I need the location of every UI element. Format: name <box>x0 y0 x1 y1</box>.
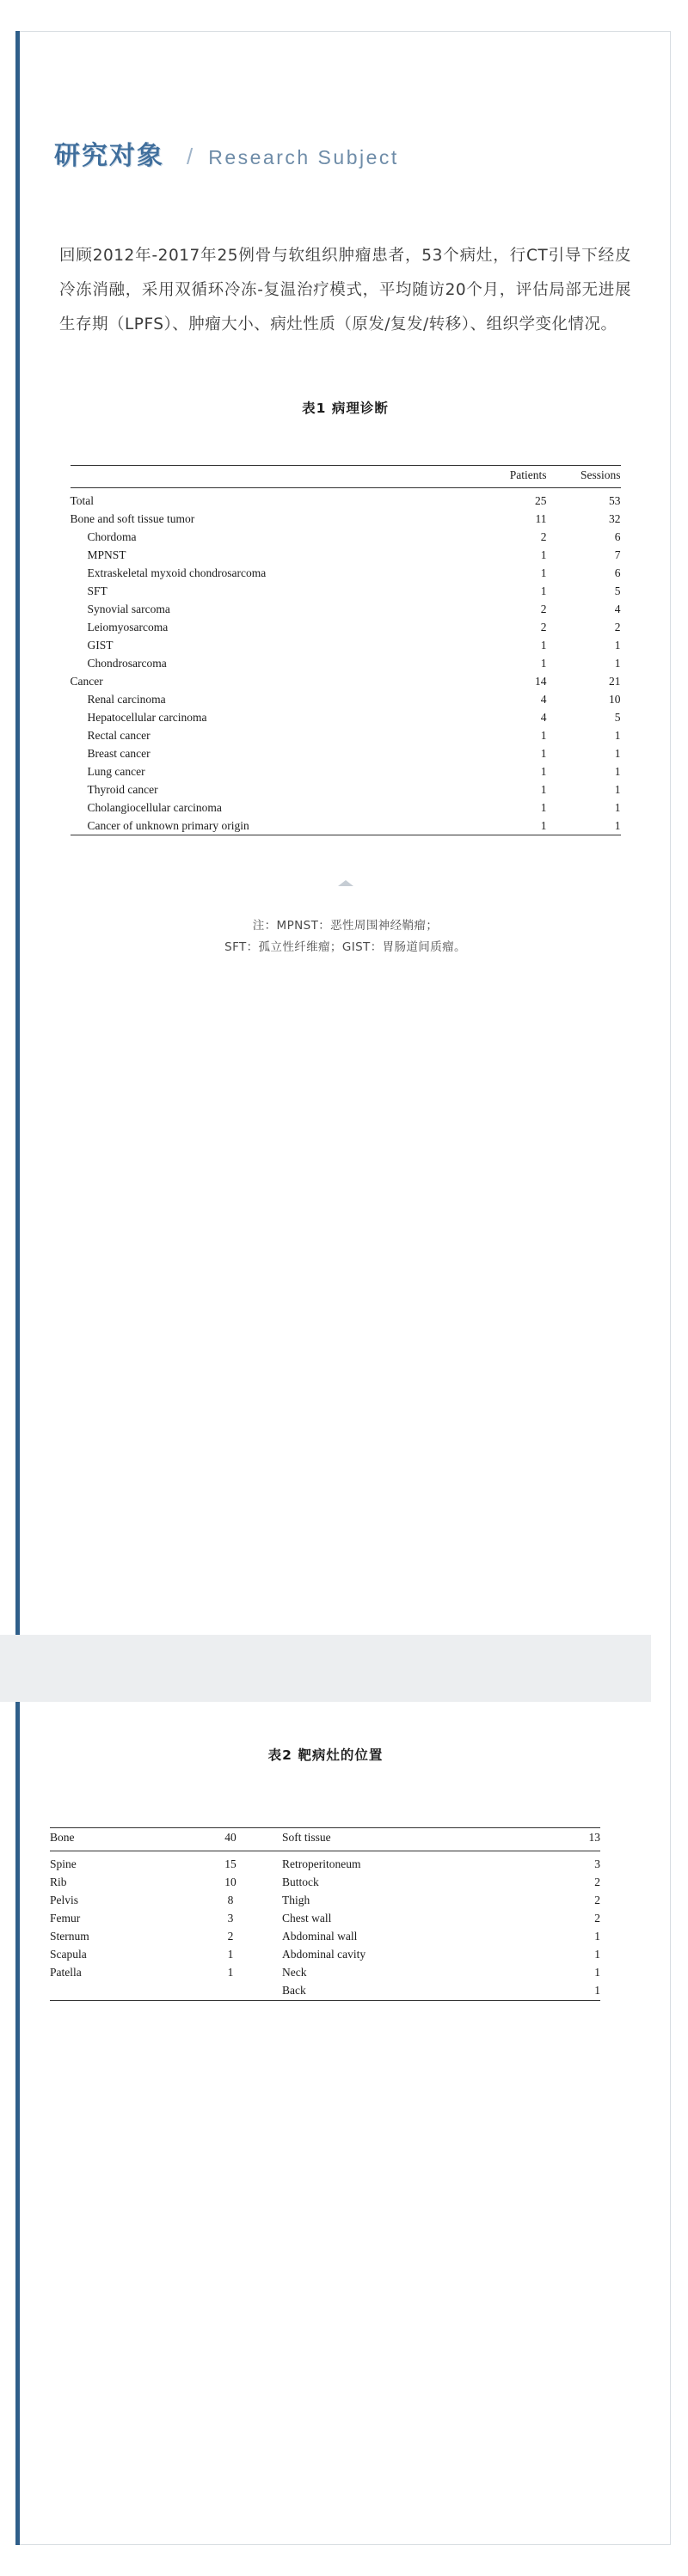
table-row <box>71 487 621 510</box>
table2-wrapper <box>50 1827 600 2001</box>
row-label: Hepatocellular carcinoma <box>87 710 207 724</box>
row-label: Breast cancer <box>87 746 150 760</box>
table-row <box>71 564 621 582</box>
row-sessions: 2 <box>614 620 621 633</box>
table1-col-label <box>71 466 473 488</box>
table2-header-row <box>50 1828 600 1851</box>
table1-body <box>71 487 621 835</box>
table1-wrapper <box>71 465 621 835</box>
row-label: Chordoma <box>87 529 137 543</box>
row-soft-site: Buttock <box>282 1875 319 1888</box>
section-header <box>20 31 671 172</box>
row-bone-site: Patella <box>50 1966 82 1979</box>
table2-col-soft-tissue: Soft tissue <box>282 1831 331 1844</box>
table1-note-line1: 注：MPNST：恶性周围神经鞘瘤； <box>252 919 439 933</box>
row-patients: 1 <box>540 782 547 796</box>
row-label: SFT <box>87 584 108 597</box>
table-row <box>71 798 621 817</box>
table1-header-row <box>71 466 621 488</box>
table-row <box>50 1851 600 1874</box>
table-row <box>50 1892 600 1910</box>
row-soft-site: Chest wall <box>282 1912 332 1924</box>
row-bone-count: 1 <box>227 1966 234 1979</box>
row-label: Thyroid cancer <box>87 782 158 796</box>
table-row <box>50 1964 600 1982</box>
table1-head <box>71 466 621 488</box>
table1-note <box>71 915 621 958</box>
row-patients: 1 <box>540 818 547 832</box>
triangle-ornament-icon <box>338 880 353 886</box>
row-bone-count: 1 <box>227 1948 234 1961</box>
row-patients: 25 <box>535 493 547 507</box>
row-label: Total <box>70 493 95 507</box>
row-label: Cancer of unknown primary origin <box>87 818 249 832</box>
row-sessions: 1 <box>614 656 621 670</box>
table2-title: 表2 靶病灶的位置 <box>267 1747 384 1763</box>
row-bone-site: Scapula <box>50 1948 87 1961</box>
row-patients: 11 <box>535 511 547 525</box>
table-row <box>71 582 621 600</box>
section-title-cn: 研究对象 <box>54 141 164 171</box>
row-sessions: 21 <box>609 674 621 688</box>
table-row <box>50 1874 600 1892</box>
row-patients: 1 <box>540 764 547 778</box>
row-patients: 1 <box>540 656 547 670</box>
row-label: Synovial sarcoma <box>87 602 170 615</box>
table-row <box>71 600 621 618</box>
row-soft-count: 3 <box>594 1857 600 1870</box>
row-sessions: 6 <box>614 529 621 543</box>
row-patients: 1 <box>540 584 547 597</box>
table1-note-line2: SFT：孤立性纤维瘤；GIST：胃肠道间质瘤。 <box>224 940 466 955</box>
row-sessions: 5 <box>614 710 621 724</box>
table2-col-bone-count: 40 <box>224 1831 236 1844</box>
table-row <box>71 510 621 528</box>
row-sessions: 1 <box>614 638 621 652</box>
row-label: GIST <box>87 638 114 652</box>
row-label: Renal carcinoma <box>87 692 166 706</box>
table-row <box>71 690 621 708</box>
row-sessions: 1 <box>614 728 621 742</box>
row-bone-count: 8 <box>227 1894 234 1906</box>
row-patients: 1 <box>540 800 547 814</box>
row-label: Cancer <box>70 674 103 688</box>
row-sessions: 53 <box>609 493 621 507</box>
page-content <box>20 31 671 2545</box>
row-label: Chondrosarcoma <box>87 656 167 670</box>
row-soft-count: 2 <box>594 1875 600 1888</box>
row-bone-count: 10 <box>224 1875 236 1888</box>
row-soft-count: 2 <box>594 1894 600 1906</box>
table-row <box>71 780 621 798</box>
row-soft-count: 1 <box>594 1930 600 1943</box>
row-patients: 1 <box>540 548 547 561</box>
row-bone-site <box>50 1982 179 2001</box>
row-patients: 1 <box>540 638 547 652</box>
table1-title: 表1 病理诊断 <box>302 401 389 417</box>
row-sessions: 1 <box>614 782 621 796</box>
section-title-en: Research Subject <box>208 146 399 168</box>
grey-divider-band <box>0 1635 651 1702</box>
row-soft-site: Neck <box>282 1966 307 1979</box>
row-sessions: 1 <box>614 764 621 778</box>
row-patients: 4 <box>540 710 547 724</box>
row-label: Cholangiocellular carcinoma <box>87 800 222 814</box>
row-bone-count: 3 <box>227 1912 234 1924</box>
table2-col-soft-tissue-count: 13 <box>588 1831 600 1844</box>
row-soft-count: 1 <box>594 1966 600 1979</box>
table-row <box>50 1982 600 2001</box>
row-soft-site: Abdominal cavity <box>282 1948 366 1961</box>
table1-col-sessions: Sessions <box>580 468 621 481</box>
row-soft-site: Back <box>282 1984 306 1997</box>
table-row <box>71 762 621 780</box>
row-sessions: 6 <box>614 566 621 579</box>
pathology-diagnosis-table <box>71 465 621 835</box>
table-row <box>71 654 621 672</box>
row-bone-site: Pelvis <box>50 1894 79 1906</box>
target-lesion-location-table <box>50 1827 600 2001</box>
row-label: Rectal cancer <box>87 728 150 742</box>
row-sessions: 1 <box>614 746 621 760</box>
table-row <box>71 546 621 564</box>
row-patients: 1 <box>540 746 547 760</box>
row-patients: 14 <box>535 674 547 688</box>
row-soft-count: 1 <box>594 1948 600 1961</box>
row-soft-count: 2 <box>594 1912 600 1924</box>
row-label: Lung cancer <box>87 764 145 778</box>
row-patients: 2 <box>540 529 547 543</box>
table-row <box>71 528 621 546</box>
row-soft-count: 1 <box>594 1984 600 1997</box>
row-label: Bone and soft tissue tumor <box>70 511 195 525</box>
row-patients: 4 <box>540 692 547 706</box>
table1-col-patients: Patients <box>509 468 547 481</box>
table2-col-bone: Bone <box>50 1831 75 1844</box>
row-soft-site: Abdominal wall <box>282 1930 358 1943</box>
table-row <box>71 708 621 726</box>
row-soft-site: Thigh <box>282 1894 310 1906</box>
row-bone-site: Rib <box>50 1875 67 1888</box>
row-sessions: 10 <box>609 692 621 706</box>
row-sessions: 7 <box>614 548 621 561</box>
row-sessions: 1 <box>614 800 621 814</box>
row-sessions: 5 <box>614 584 621 597</box>
row-sessions: 4 <box>614 602 621 615</box>
row-label: Extraskeletal myxoid chondrosarcoma <box>87 566 267 579</box>
row-bone-count: 15 <box>224 1857 236 1870</box>
row-bone-count <box>179 1982 282 2001</box>
row-patients: 2 <box>540 620 547 633</box>
title-separator: / <box>187 144 194 169</box>
row-bone-site: Sternum <box>50 1930 89 1943</box>
table-row <box>71 726 621 744</box>
body-paragraph: 回顾2012年-2017年25例骨与软组织肿瘤患者，53个病灶，行CT引导下经皮冷冻消融，采用双循环冷冻-复温治疗模式，平均随访20个月，评估局部无进展生存期（LPFS）、肿瘤大小、病灶性质（原发/复发/转移）、组织学变化情况。 <box>59 247 631 333</box>
table-row <box>50 1910 600 1928</box>
row-label: MPNST <box>87 548 126 561</box>
row-patients: 1 <box>540 566 547 579</box>
row-soft-site: Retroperitoneum <box>282 1857 361 1870</box>
table-row <box>50 1946 600 1964</box>
row-sessions: 1 <box>614 818 621 832</box>
table-row <box>71 618 621 636</box>
row-bone-site: Spine <box>50 1857 77 1870</box>
table-row <box>71 817 621 835</box>
row-sessions: 32 <box>609 511 621 525</box>
row-bone-count: 2 <box>227 1930 234 1943</box>
table-row <box>50 1928 600 1946</box>
table-row <box>71 744 621 762</box>
row-patients: 2 <box>540 602 547 615</box>
row-label: Leiomyosarcoma <box>87 620 169 633</box>
row-patients: 1 <box>540 728 547 742</box>
row-bone-site: Femur <box>50 1912 81 1924</box>
table2-body <box>50 1828 600 2001</box>
table-row <box>71 636 621 654</box>
table-row <box>71 672 621 690</box>
